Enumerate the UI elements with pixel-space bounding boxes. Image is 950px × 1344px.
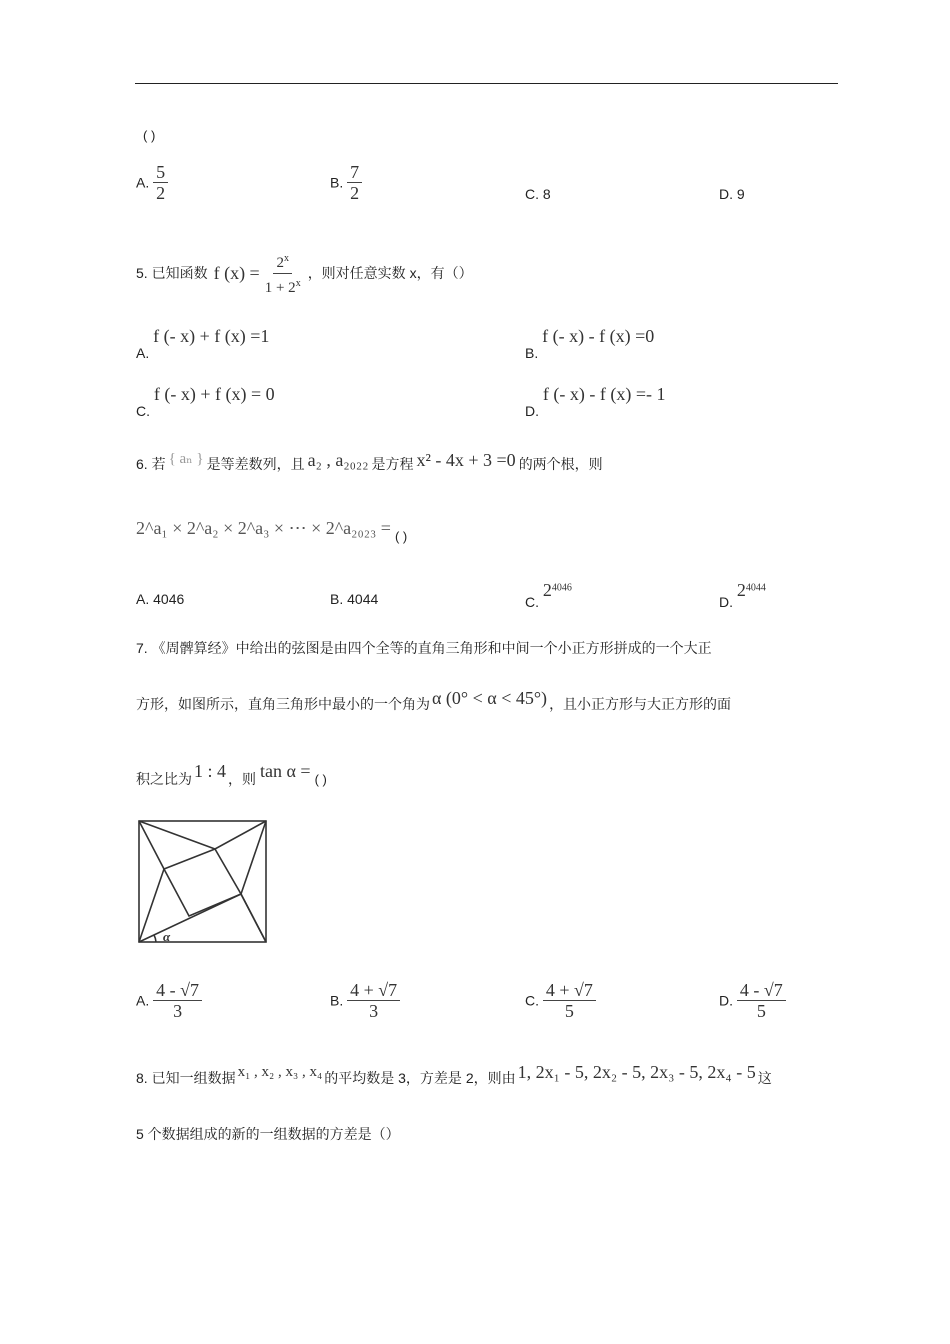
q4-option-a[interactable]	[136, 162, 168, 203]
q5-option-d[interactable]: D. f (- x) - f (x) =- 1	[525, 384, 666, 419]
triangle-right	[241, 821, 266, 942]
q4-paren: ( )	[143, 128, 156, 143]
q7-option-a[interactable]: A. $\frac{4 - √7}{3}$	[136, 980, 202, 1021]
fraction: $\frac{4 + √7}{5}$	[543, 980, 596, 1021]
math-expr: f (x) =	[213, 262, 260, 283]
triangle-bottom	[139, 894, 266, 942]
q7-line2: 方形，如图所示，直角三角形中最小的一个角为 α (0° < α < 45°) ，且小正方形与大正方形的面	[136, 687, 732, 712]
math-expr: f (- x) + f (x) = 0	[153, 384, 275, 404]
q5-option-c[interactable]: C. f (- x) + f (x) = 0	[136, 384, 275, 419]
math-expr: α (0° < α < 45°)	[432, 687, 548, 708]
fraction: $\frac{4 - √7}{5}$	[737, 980, 786, 1021]
fraction: $\frac{4 - √7}{3}$	[153, 980, 202, 1021]
math-expr: { aₙ }	[168, 450, 204, 467]
math-expr: f (- x) - f (x) =0	[542, 326, 655, 346]
q8-stem: 8. 已知一组数据 x₁ , x₂ , x₃ , x₄ 的平均数是 3，方差是 2，则由 1, 2x₁ - 5, 2x₂ - 5, 2x₃ - 5, 2x₄ - 5 这	[136, 1061, 772, 1086]
q7-line1: 7. 《周髀算经》中给出的弦图是由四个全等的直角三角形和中间一个小正方形拼成的一个大正	[136, 640, 712, 656]
q6-option-d[interactable]: D. $2^{4044}$	[719, 580, 766, 610]
math-expr: a₂ , a₂₀₂₂	[307, 449, 369, 470]
math-expr: 2^a₁ × 2^a₂ × 2^a₃ × ⋯ × 2^a₂₀₂₃ =	[136, 518, 391, 538]
option-label: B.	[330, 174, 344, 191]
pythagoras-chord-diagram	[136, 818, 270, 946]
outer-square	[139, 821, 266, 942]
math-expr: f (- x) - f (x) =- 1	[542, 384, 666, 404]
fraction: $\frac{2^x}{1 + 2^x}$	[262, 249, 304, 298]
q4-option-b[interactable]	[330, 162, 362, 203]
q5-option-b[interactable]: B. f (- x) - f (x) =0	[525, 326, 655, 361]
q5-option-a[interactable]: A. f (- x) + f (x) =1	[136, 326, 270, 361]
q4-option-c[interactable]: C. 8	[525, 186, 551, 202]
q7-option-c[interactable]: C. $\frac{4 + √7}{5}$	[525, 980, 596, 1021]
math-expr: 1, 2x₁ - 5, 2x₂ - 5, 2x₃ - 5, 2x₄ - 5	[517, 1061, 756, 1082]
alpha-label: α	[163, 929, 171, 944]
q7-line3: 积之比为 1 : 4 ，则 tan α = ( )	[136, 760, 327, 787]
angle-arc	[154, 935, 156, 942]
header-rule	[135, 83, 838, 84]
triangle-top	[139, 821, 266, 849]
math-expr: x₁ , x₂ , x₃ , x₄	[237, 1063, 323, 1080]
math-expr: f (- x) + f (x) =1	[153, 326, 270, 346]
q5-stem: 5. 已知函数 f (x) = $\frac{2^x}{1 + 2^x}$ ，则对任意实数 x，有（）	[136, 246, 473, 300]
q6-product: 2^a₁ × 2^a₂ × 2^a₃ × ⋯ × 2^a₂₀₂₃ = ( )	[136, 518, 408, 544]
inner-square	[164, 849, 241, 916]
q8-line2: 5 个数据组成的新的一组数据的方差是（）	[136, 1126, 400, 1142]
q4-option-d[interactable]: D. 9	[719, 186, 745, 202]
math-expr: 1 : 4	[194, 760, 227, 781]
fraction: $\frac{5}{2}$	[153, 162, 168, 203]
math-expr: x² - 4x + 3 =0	[416, 449, 516, 470]
q6-option-a[interactable]: A. 4046	[136, 591, 185, 607]
option-label: A.	[136, 174, 150, 191]
q6-option-b[interactable]: B. 4044	[330, 591, 379, 607]
triangle-left	[139, 821, 164, 942]
math-expr: tan α =	[260, 760, 311, 781]
q6-stem: 6. 若 { aₙ } 是等差数列，且 a₂ , a₂₀₂₂ 是方程 x² - 4x + 3 =0 的两个根，则	[136, 449, 603, 472]
fraction: $\frac{4 + √7}{3}$	[347, 980, 400, 1021]
q6-option-c[interactable]: C. $2^{4046}$	[525, 580, 572, 610]
q7-option-b[interactable]: B. $\frac{4 + √7}{3}$	[330, 980, 400, 1021]
fraction: $\frac{7}{2}$	[347, 162, 362, 203]
q7-option-d[interactable]: D. $\frac{4 - √7}{5}$	[719, 980, 786, 1021]
